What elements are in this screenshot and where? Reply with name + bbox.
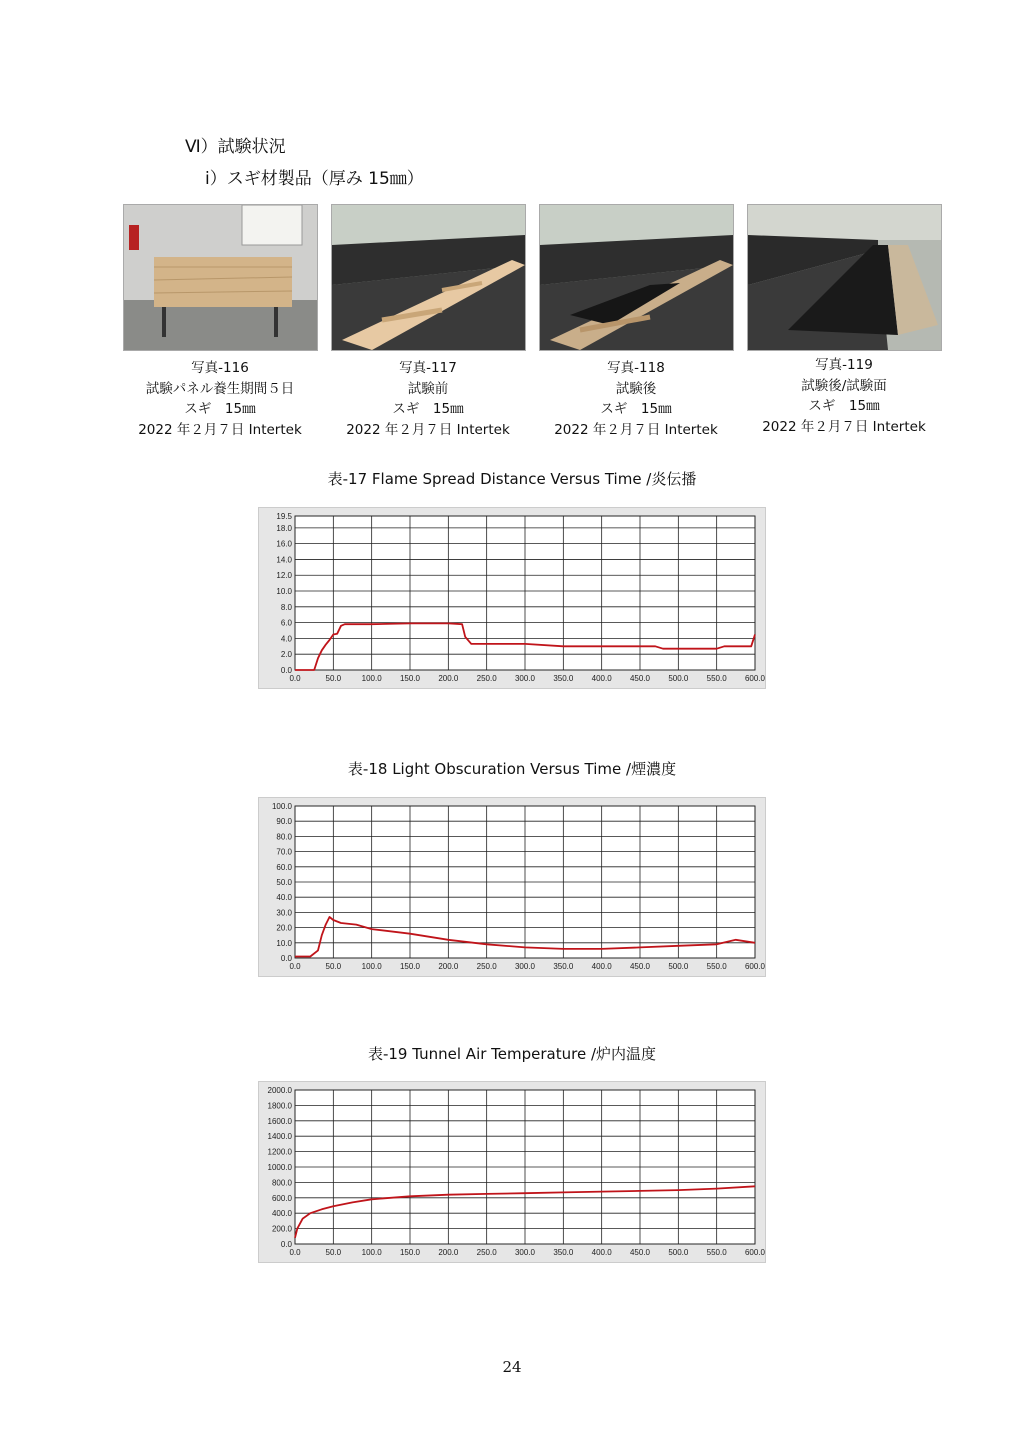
flame-spread-chart <box>258 507 766 689</box>
y-tick-label: 18.0 <box>276 523 292 533</box>
x-tick-label: 450.0 <box>629 1248 651 1257</box>
x-tick-label: 0.0 <box>289 1248 301 1257</box>
light-obscuration-chart <box>258 797 766 977</box>
caption-line: 写真-119 <box>815 357 873 373</box>
caption-line: スギ 15㎜ <box>808 398 880 414</box>
x-tick-label: 450.0 <box>629 674 651 683</box>
tunnel-temperature-chart <box>258 1081 766 1263</box>
chart-title: 表-19 Tunnel Air Temperature /炉内温度 <box>367 1045 657 1063</box>
x-tick-label: 200.0 <box>438 1248 459 1257</box>
tunnel-temperature-chart-svg <box>259 1082 765 1262</box>
x-tick-label: 50.0 <box>325 674 342 683</box>
wood-panel-photo <box>123 204 318 351</box>
y-tick-label: 0.0 <box>280 954 292 963</box>
x-tick-label: 250.0 <box>476 674 497 683</box>
x-tick-label: 500.0 <box>668 674 689 683</box>
x-tick-label: 450.0 <box>629 962 651 971</box>
x-tick-label: 250.0 <box>476 962 497 971</box>
y-tick-label: 2.0 <box>280 650 292 660</box>
y-tick-label: 60.0 <box>276 862 292 872</box>
y-tick-label: 200.0 <box>271 1224 292 1234</box>
y-tick-label: 16.0 <box>276 539 292 549</box>
y-tick-label: 19.5 <box>276 512 292 521</box>
y-tick-label: 80.0 <box>276 832 292 842</box>
caption-line: 写真-118 <box>607 360 665 376</box>
x-tick-label: 150.0 <box>399 962 421 971</box>
y-tick-label: 1600.0 <box>267 1116 292 1126</box>
caption-line: 2022 年２月７日 Intertek <box>554 421 718 438</box>
x-tick-label: 550.0 <box>706 674 727 683</box>
y-tick-label: 40.0 <box>276 893 292 903</box>
y-tick-label: 20.0 <box>276 923 292 933</box>
y-tick-label: 1200.0 <box>267 1147 292 1157</box>
x-tick-label: 50.0 <box>325 1248 342 1257</box>
caption-line: 2022 年２月７日 Intertek <box>762 418 926 435</box>
y-tick-label: 1000.0 <box>267 1163 292 1172</box>
y-tick-label: 10.0 <box>276 938 292 948</box>
tunnel-after-test-photo <box>539 204 734 351</box>
caption-line: 写真-117 <box>399 360 457 376</box>
x-tick-label: 550.0 <box>706 1248 727 1257</box>
y-tick-label: 4.0 <box>280 634 292 644</box>
caption-line: 試験前 <box>407 380 449 397</box>
x-tick-label: 600.0 <box>744 962 765 971</box>
chart-title: 表-18 Light Obscuration Versus Time /煙濃度 <box>347 760 677 778</box>
x-tick-label: 300.0 <box>514 962 536 971</box>
y-tick-label: 90.0 <box>276 817 292 827</box>
light-obscuration-chart-svg <box>259 798 765 976</box>
y-tick-label: 800.0 <box>271 1178 292 1188</box>
caption-line: 2022 年２月７日 Intertek <box>346 421 510 438</box>
caption-line: 試験後 <box>615 380 657 397</box>
y-tick-label: 6.0 <box>280 618 292 628</box>
y-tick-label: 400.0 <box>271 1209 292 1219</box>
x-tick-label: 100.0 <box>361 962 382 971</box>
x-tick-label: 300.0 <box>514 674 536 683</box>
y-tick-label: 1800.0 <box>267 1101 292 1111</box>
caption-line: 試験パネル養生期間５日 <box>145 380 295 397</box>
x-tick-label: 600.0 <box>744 1248 765 1257</box>
y-tick-label: 30.0 <box>276 908 292 918</box>
x-tick-label: 550.0 <box>706 962 727 971</box>
y-tick-label: 8.0 <box>280 602 292 612</box>
caption-line: スギ 15㎜ <box>184 401 256 417</box>
caption-line: スギ 15㎜ <box>392 401 464 417</box>
y-tick-label: 50.0 <box>276 878 292 887</box>
caption-line: スギ 15㎜ <box>600 401 672 417</box>
photo-caption-119 <box>739 355 949 437</box>
section-subheading: ⅰ）スギ材製品（厚み 15㎜） <box>205 169 424 189</box>
x-tick-label: 400.0 <box>591 962 612 971</box>
y-tick-label: 0.0 <box>280 666 292 675</box>
caption-line: 写真-116 <box>191 360 249 376</box>
x-tick-label: 200.0 <box>438 962 459 971</box>
y-tick-label: 14.0 <box>276 555 292 565</box>
x-tick-label: 0.0 <box>289 674 301 683</box>
x-tick-label: 150.0 <box>399 1248 421 1257</box>
tunnel-before-test-photo <box>331 204 526 351</box>
y-tick-label: 100.0 <box>271 802 292 811</box>
caption-line: 2022 年２月７日 Intertek <box>138 421 302 438</box>
section-heading: Ⅵ）試験状況 <box>185 137 286 157</box>
x-tick-label: 500.0 <box>668 1248 689 1257</box>
x-tick-label: 100.0 <box>361 674 382 683</box>
photo-caption-117 <box>323 358 533 440</box>
y-tick-label: 600.0 <box>271 1193 292 1203</box>
x-tick-label: 50.0 <box>325 962 342 971</box>
y-tick-label: 1400.0 <box>267 1132 292 1142</box>
photo-caption-116 <box>115 358 325 440</box>
x-tick-label: 500.0 <box>668 962 689 971</box>
x-tick-label: 200.0 <box>438 674 459 683</box>
y-tick-label: 70.0 <box>276 847 292 857</box>
y-tick-label: 0.0 <box>280 1240 292 1249</box>
chart-title: 表-17 Flame Spread Distance Versus Time /炎伝播 <box>327 470 697 488</box>
x-tick-label: 100.0 <box>361 1248 382 1257</box>
page-number: 24 <box>502 1358 522 1376</box>
x-tick-label: 250.0 <box>476 1248 497 1257</box>
photo-caption-118 <box>531 358 741 440</box>
x-tick-label: 350.0 <box>553 674 574 683</box>
caption-line: 試験後/試験面 <box>801 377 887 394</box>
x-tick-label: 600.0 <box>744 674 765 683</box>
x-tick-label: 400.0 <box>591 674 612 683</box>
x-tick-label: 150.0 <box>399 674 421 683</box>
x-tick-label: 0.0 <box>289 962 301 971</box>
y-tick-label: 10.0 <box>276 587 292 597</box>
y-tick-label: 12.0 <box>276 571 292 581</box>
x-tick-label: 350.0 <box>553 962 574 971</box>
x-tick-label: 300.0 <box>514 1248 536 1257</box>
x-tick-label: 400.0 <box>591 1248 612 1257</box>
y-tick-label: 2000.0 <box>267 1086 292 1095</box>
charred-surface-photo <box>747 204 942 351</box>
flame-spread-chart-svg <box>259 508 765 688</box>
x-tick-label: 350.0 <box>553 1248 574 1257</box>
